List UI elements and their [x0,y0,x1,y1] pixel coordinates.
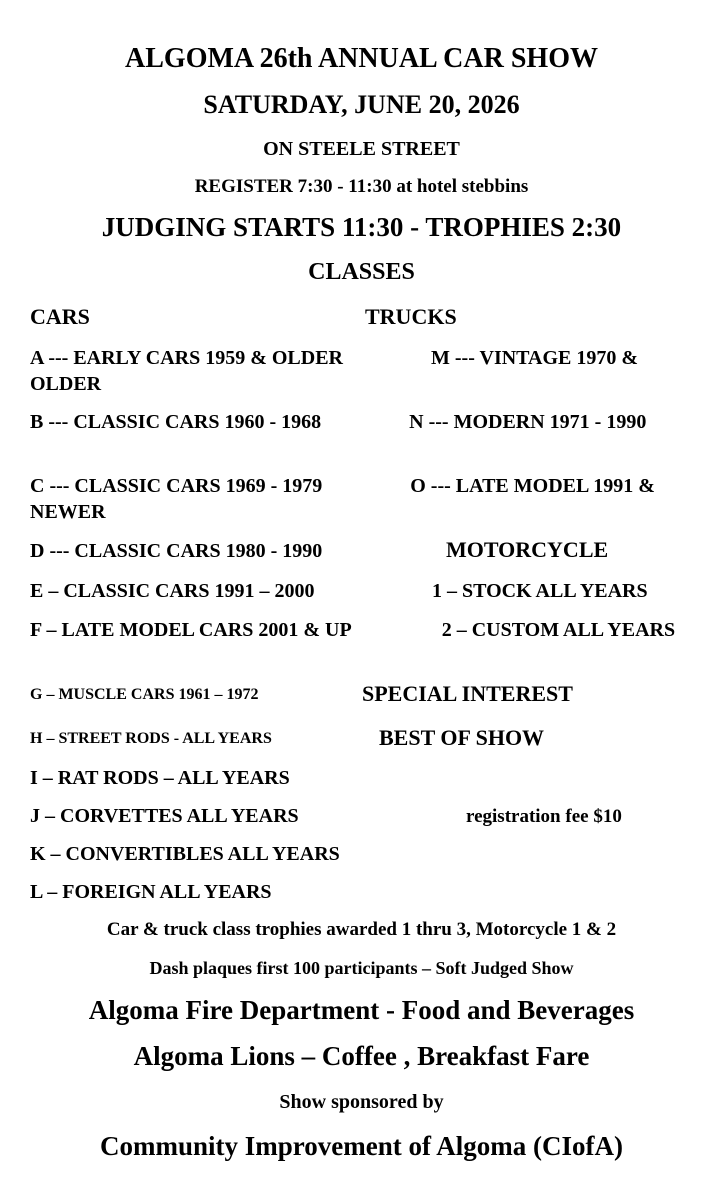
event-title: ALGOMA 26th ANNUAL CAR SHOW [125,43,598,74]
event-date: SATURDAY, JUNE 20, 2026 [203,90,520,119]
class-m: M --- VINTAGE 1970 & OLDER [30,347,639,395]
trucks-heading: TRUCKS [365,304,457,329]
classes-heading: CLASSES [308,259,415,285]
motorcycle-heading: MOTORCYCLE [446,537,609,562]
class-o: O --- LATE MODEL 1991 & NEWER [30,475,655,523]
motorcycle-custom: 2 – CUSTOM ALL YEARS [441,619,676,641]
class-e: E – CLASSIC CARS 1991 – 2000 [30,580,315,602]
class-k: K – CONVERTIBLES ALL YEARS [30,843,340,865]
class-a: A --- EARLY CARS 1959 & OLDER [30,347,343,369]
class-f: F – LATE MODEL CARS 2001 & UP [30,619,352,641]
class-row-c [30,473,690,525]
class-row-b [30,409,690,435]
special-interest: SPECIAL INTEREST [362,681,573,706]
lions-breakfast: Algoma Lions – Coffee , Breakfast Fare [133,1041,590,1071]
motorcycle-stock: 1 – STOCK ALL YEARS [432,580,648,602]
event-location: ON STEELE STREET [263,138,460,160]
class-h: H – STREET RODS - ALL YEARS [30,730,272,747]
sponsored-by-label: Show sponsored by [279,1091,444,1113]
class-b: B --- CLASSIC CARS 1960 - 1968 [30,411,322,433]
sponsor-name: Community Improvement of Algoma (CIofA) [100,1131,623,1161]
class-i: I – RAT RODS – ALL YEARS [30,767,290,789]
fire-department-food: Algoma Fire Department - Food and Beverages [88,995,635,1025]
judging-time: JUDGING STARTS 11:30 - TROPHIES 2:30 [101,212,622,242]
class-row-a [30,345,690,397]
class-g: G – MUSCLE CARS 1961 – 1972 [30,686,259,703]
class-l: L – FOREIGN ALL YEARS [30,881,272,903]
best-of-show: BEST OF SHOW [379,725,545,750]
registration-fee: registration fee $10 [466,806,622,827]
cars-heading: CARS [30,304,90,329]
registration-time: REGISTER 7:30 - 11:30 at hotel stebbins [194,176,529,197]
trophy-info: Car & truck class trophies awarded 1 thru 3, Motorcycle 1 & 2 [106,919,617,940]
class-d: D --- CLASSIC CARS 1980 - 1990 [30,540,323,562]
class-j: J – CORVETTES ALL YEARS [30,805,299,827]
dash-plaques-info: Dash plaques first 100 participants – Soft Judged Show [149,958,574,978]
class-c: C --- CLASSIC CARS 1969 - 1979 [30,475,323,497]
class-n: N --- MODERN 1971 - 1990 [409,411,647,433]
class-row-f [30,617,690,643]
